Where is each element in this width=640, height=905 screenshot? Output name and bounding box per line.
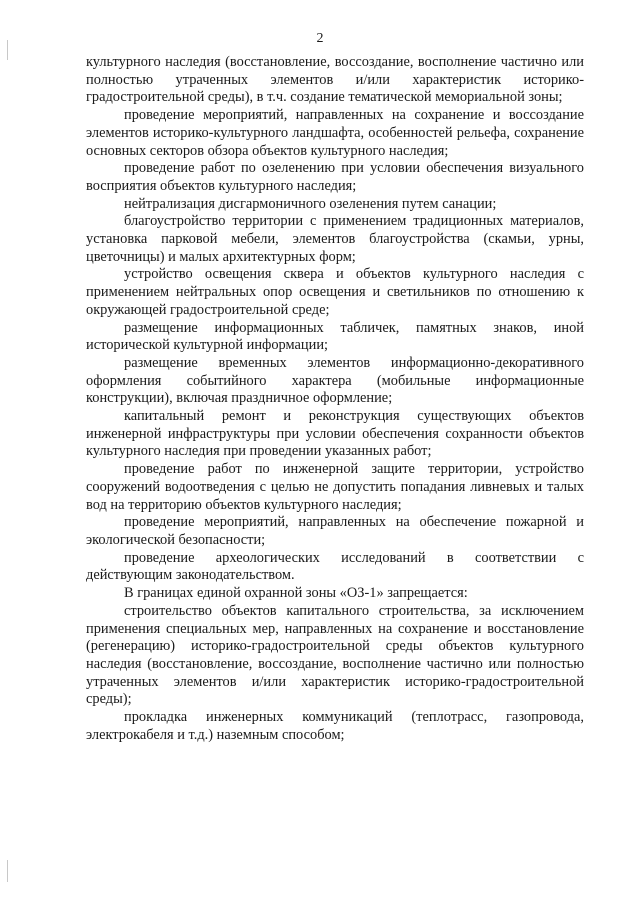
paragraph: благоустройство территории с применением традиционных материалов, установка парковой мебели, элементов благоустройства (скамьи, урны, цветочницы) и малых архитектурных форм; xyxy=(86,213,584,265)
paragraph: проведение археологических исследований в соответствии с действующим законодательством. xyxy=(86,549,584,584)
paragraph: проведение работ по инженерной защите территории, устройство сооружений водоотведения с целью не допустить попадания ливневых и талых вод на территорию объектов культурного наследия; xyxy=(86,461,584,513)
paragraph: устройство освещения сквера и объектов культурного наследия с применением нейтральных опор освещения и светильников по отношению к окружающей градостроительной среде; xyxy=(86,266,584,318)
paragraph: проведение мероприятий, направленных на обеспечение пожарной и экологической безопасности; xyxy=(86,514,584,548)
scan-artifact xyxy=(7,860,8,882)
section-heading: В границах единой охранной зоны «ОЗ-1» запрещается: xyxy=(124,585,468,602)
paragraph: размещение информационных табличек, памятных знаков, иной исторической культурной информации; xyxy=(86,319,584,354)
document-body xyxy=(86,54,584,744)
paragraph: размещение временных элементов информационно-декоративного оформления событийного характера (мобильные информационные конструкции), включая праздничное оформление; xyxy=(86,354,584,407)
paragraph: проведение работ по озеленению при условии обеспечения визуального восприятия объектов культурного наследия; xyxy=(86,160,584,194)
paragraph: культурного наследия (восстановление, воссоздание, восполнение частично или полностью утраченных элементов и/или характеристик историко-градостроительной среды), в т.ч. создание тематической мемориальной зоны; xyxy=(86,54,584,106)
page-number: 2 xyxy=(316,31,324,46)
paragraph: строительство объектов капитального строительства, за исключением применения специальных мер, направленных на сохранение и восстановление (регенерацию) историко-градостроительной среды объектов культурного наследия (восстановление, воссоздание, восполнение частично или полностью утраченных элементов и/или характеристик историко-градостроительной среды); xyxy=(86,602,584,708)
paragraph: нейтрализация дисгармоничного озеленения путем санации; xyxy=(124,195,497,212)
paragraph: капитальный ремонт и реконструкция существующих объектов инженерной инфраструктуры при условии обеспечения сохранности объектов культурного наследия при проведении указанных работ; xyxy=(86,408,584,460)
paragraph: проведение мероприятий, направленных на сохранение и воссоздание элементов историко-культурного ландшафта, особенностей рельефа, сохранение основных секторов обзора объектов культурного наследия; xyxy=(86,107,584,159)
paragraph: прокладка инженерных коммуникаций (теплотрасс, газопровода, электрокабеля и т.д.) наземным способом; xyxy=(86,709,584,743)
